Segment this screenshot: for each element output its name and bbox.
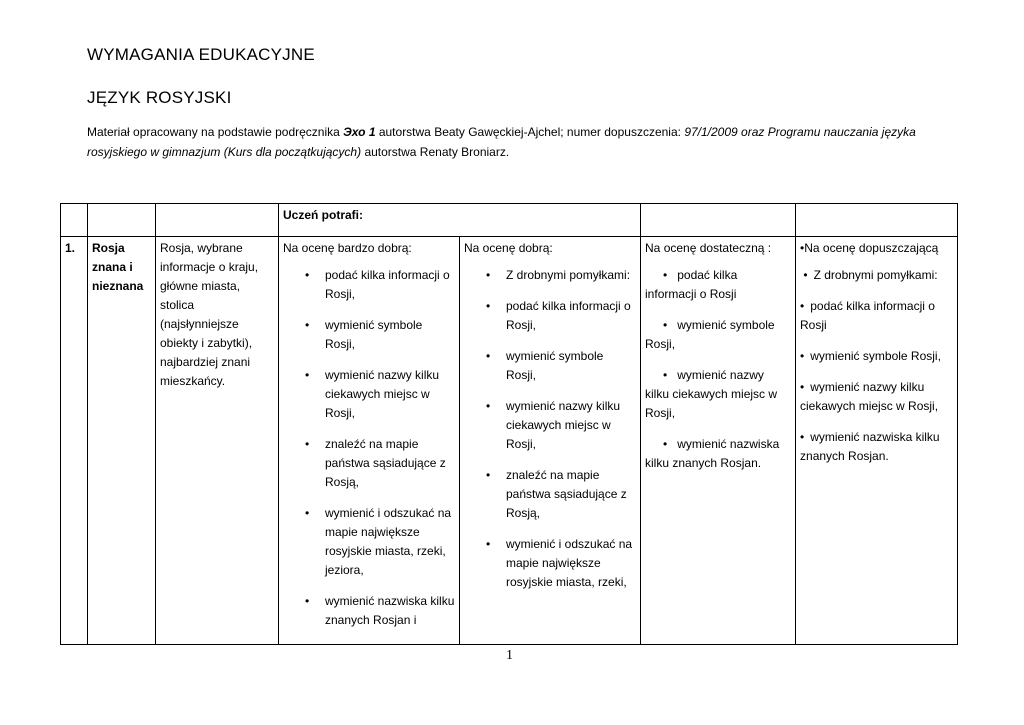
bullet-icon: •: [800, 268, 808, 282]
bullet-icon: •: [486, 399, 491, 413]
grade-sufficient-heading: •Na ocenę dopuszczającą: [800, 241, 939, 255]
bullet-icon: •: [305, 437, 310, 451]
intro-text-1: Materiał opracowany na podstawie podręcznika: [87, 125, 344, 139]
list-item: • wymienić nazwiska kilku znanych Rosjan.: [800, 430, 940, 463]
list-item: • wymienić nazwy kilku ciekawych miejsc w Rosji,: [486, 399, 621, 451]
grade-satisfactory-heading: Na ocenę dostateczną :: [645, 241, 772, 255]
list-item: • znaleźć na mapie państwa sąsiadujące z Rosją,: [486, 468, 627, 520]
list-item: • wymienić nazwy kilku ciekawych miejsc w Rosji,: [645, 368, 778, 420]
list-item: • wymienić nazwy kilku ciekawych miejsc w Rosji,: [800, 380, 939, 413]
bullet-icon: •: [305, 368, 310, 382]
header-student-can: Uczeń potrafi:: [279, 204, 641, 237]
list-item: • wymienić symbole Rosji,: [305, 318, 423, 351]
grade-satisfactory-list: [645, 266, 791, 473]
grade-very-good-heading: Na ocenę bardzo dobrą:: [283, 241, 412, 255]
bullet-icon: •: [800, 241, 805, 255]
list-item: • wymienić symbole Rosji,: [800, 349, 941, 363]
table-row: [61, 237, 958, 645]
list-item: • Z drobnymi pomyłkami:: [800, 268, 938, 282]
list-item: • podać kilka informacji o Rosji,: [305, 268, 450, 301]
bullet-icon: •: [800, 349, 805, 363]
bullet-icon: •: [305, 318, 310, 332]
list-item: • wymienić nazwiska kilku znanych Rosjan i: [305, 594, 455, 627]
grade-good-cell: [460, 237, 641, 645]
bullet-icon: •: [800, 430, 805, 444]
bullet-icon: •: [486, 537, 491, 551]
bullet-icon: •: [663, 437, 668, 451]
row-topic: Rosja znana i nieznana: [88, 237, 156, 645]
subject-title: JĘZYK ROSYJSKI: [87, 88, 232, 107]
row-number: 1.: [61, 237, 88, 645]
document-title: WYMAGANIA EDUKACYJNE: [87, 45, 315, 64]
bullet-icon: •: [800, 380, 805, 394]
grade-good-list: [464, 266, 636, 592]
header-cell-empty: [796, 204, 958, 237]
header-cell-empty: [641, 204, 796, 237]
list-item: • podać kilka informacji o Rosji: [800, 299, 935, 332]
row-content: Rosja, wybrane informacje o kraju, główne miasta, stolica (najsłynniejsze obiekty i zabytki), najbardziej znani mieszkańcy.: [156, 237, 279, 645]
list-item: • wymienić i odszukać na mapie największe rosyjskie miasta, rzeki, jeziora,: [305, 506, 452, 577]
grade-very-good-list: [283, 266, 455, 630]
grade-satisfactory-cell: [641, 237, 796, 645]
bullet-icon: •: [305, 268, 310, 282]
requirements-table: [60, 203, 958, 645]
grade-very-good-cell: [279, 237, 460, 645]
intro-text-2: autorstwa Beaty Gawęckiej-Ajchel; numer dopuszczenia:: [375, 125, 685, 139]
bullet-icon: •: [486, 299, 491, 313]
list-item: • wymienić nazwiska kilku znanych Rosjan.: [645, 437, 780, 470]
bullet-icon: •: [663, 318, 668, 332]
list-item: • wymienić nazwy kilku ciekawych miejsc w Rosji,: [305, 368, 440, 420]
bullet-icon: •: [663, 268, 668, 282]
intro-text-3: autorstwa Renaty Broniarz.: [361, 145, 510, 159]
list-item: • wymienić symbole Rosji,: [486, 349, 604, 382]
textbook-name: Эхо 1: [343, 125, 376, 139]
bullet-icon: •: [305, 594, 310, 608]
bullet-icon: •: [486, 268, 491, 282]
header-cell-empty: [88, 204, 156, 237]
page-number: 1: [506, 648, 513, 663]
grade-good-heading: Na ocenę dobrą:: [464, 241, 553, 255]
list-item: • podać kilka informacji o Rosji: [645, 268, 738, 301]
list-item: • wymienić symbole Rosji,: [645, 318, 775, 351]
list-item: • wymienić i odszukać na mapie największe rosyjskie miasta, rzeki,: [486, 537, 633, 589]
approval-number: 97/1/2009 oraz Programu nauczania języka rosyjskiego w gimnazjum (Kurs dla początkujących): [87, 125, 916, 159]
list-item: • znaleźć na mapie państwa sąsiadujące z Rosją,: [305, 437, 446, 489]
header-cell-empty: [61, 204, 88, 237]
bullet-icon: •: [486, 468, 491, 482]
bullet-icon: •: [305, 506, 310, 520]
header-cell-empty: [156, 204, 279, 237]
list-item: • podać kilka informacji o Rosji,: [486, 299, 631, 332]
bullet-icon: •: [486, 349, 491, 363]
list-item: • Z drobnymi pomyłkami:: [464, 266, 636, 285]
intro-paragraph: [87, 122, 937, 162]
table-header-row: [61, 204, 958, 237]
bullet-icon: •: [663, 368, 668, 382]
grade-sufficient-cell: [796, 237, 958, 645]
bullet-icon: •: [800, 299, 805, 313]
grade-sufficient-list: [800, 266, 953, 466]
